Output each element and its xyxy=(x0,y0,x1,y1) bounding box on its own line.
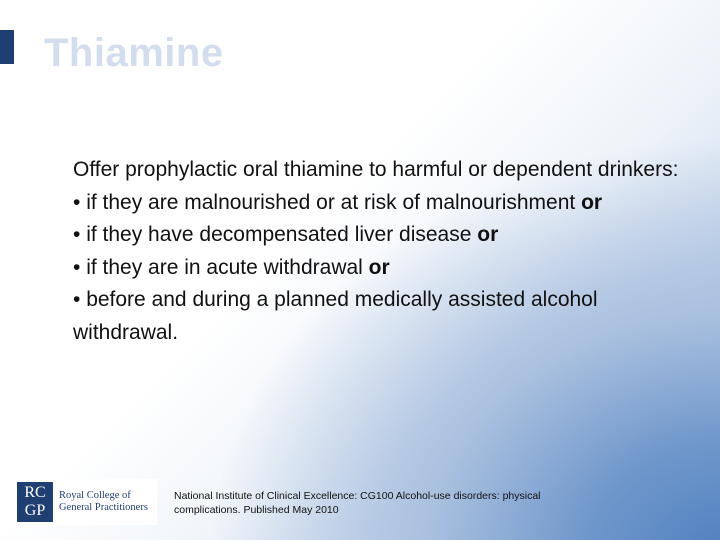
logo-mark-line2: GP xyxy=(24,502,46,519)
logo-text-line2: General Practitioners xyxy=(59,502,148,513)
rcgp-logo-mark xyxy=(17,482,53,522)
slide-title: Thiamine xyxy=(44,31,224,75)
citation xyxy=(174,489,614,517)
slide-body xyxy=(73,154,693,349)
bullet-keyword: or xyxy=(581,190,603,214)
bullet-item xyxy=(73,252,693,285)
citation-line2: complications. Published May 2010 xyxy=(174,504,339,516)
bullet-item xyxy=(73,187,693,220)
bullet-text: if they are in acute withdrawal xyxy=(86,255,369,279)
bullet-keyword: or xyxy=(368,255,390,279)
citation-line1: National Institute of Clinical Excellence: CG100 Alcohol-use disorders: physical xyxy=(174,490,541,502)
logo-text-line1: Royal College of xyxy=(59,490,131,501)
logo-text xyxy=(59,490,148,514)
bullet-marker: • xyxy=(73,223,87,246)
bullet-item xyxy=(73,219,693,252)
bullet-text: before and during a planned medically assisted alcohol withdrawal. xyxy=(73,288,598,344)
bullet-item xyxy=(73,284,693,349)
bullet-keyword: or xyxy=(477,223,499,246)
rcgp-logo xyxy=(15,479,157,525)
logo-mark-line1: RC xyxy=(24,484,46,501)
bullet-text: if they have decompensated liver disease xyxy=(86,223,478,246)
bullet-marker: • xyxy=(73,255,87,279)
bullet-marker: • xyxy=(73,190,87,214)
bullet-marker: • xyxy=(73,288,87,311)
bullet-text: if they are malnourished or at risk of malnourishment xyxy=(86,190,582,214)
intro-text: Offer prophylactic oral thiamine to harmful or dependent drinkers: xyxy=(73,158,679,181)
title-accent-bar xyxy=(0,30,14,64)
